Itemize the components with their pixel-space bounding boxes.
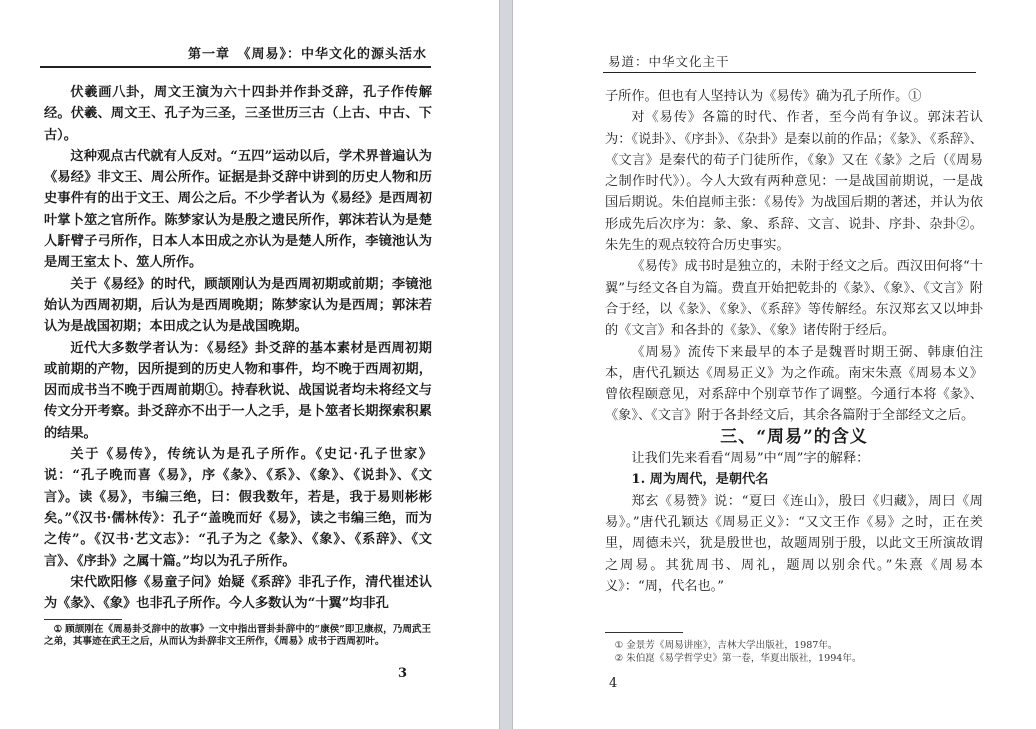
footnote-mark: ② [614,653,624,664]
footnotes [44,624,432,649]
header-rule [603,72,976,73]
section-intro: 让我们先来看看“周易”中“周”字的解释： [631,451,870,467]
paragraph: 关于《易传》，传统认为是孔子所作。《史记·孔子世家》说：“孔子晚而喜《易》，序《彖》、《系》、《象》、《说卦》、《文言》。读《易》，韦编三绝，曰：假我数年，若是，我于易则彬彬矣。”《汉书·儒林传》：孔子“盖晚而好《易》，读之韦编三绝，而为之传”。《汉书·艺文志》：“孔子为之《彖》、《象》、《系辞》、《文言》、《序卦》之属十篇。”均以为孔子所作。 [44,447,432,569]
paragraph: 郑玄《易赞》说：“夏曰《连山》，殷曰《归藏》，周曰《周易》。”唐代孔颖达《周易正义》：“又文王作《易》之时，正在羑里，周德未兴，犹是殷世也，故题周别于殷，以此文王所演故谓之周易。其犹周书、周礼，题周以别余代。”朱熹《周易本义》：“周，代名也。” [605,493,983,594]
page-number: 3 [398,666,408,681]
footnote-text: 朱伯崑《易学哲学史》第一卷，华夏出版社，1994年。 [626,653,862,664]
header-rule [40,66,431,68]
footnote [44,624,432,648]
body-text [605,86,983,597]
paragraph: 伏羲画八卦，周文王演为六十四卦并作卦爻辞，孔子作传解经。伏羲、周文王、孔子为三圣，三圣世历三古（上古、中古、下古）。 [44,85,432,143]
paragraph: 宋代欧阳修《易童子问》始疑《系辞》非孔子作，清代崔述认为《彖》、《象》也非孔子所作。今人多数认为“十翼”均非孔 [44,574,432,612]
paragraph: 关于《易经》的时代，顾颉刚认为是西周初期或前期；李镜池始认为西周初期，后认为是西周晚期；陈梦家认为是西周；郭沫若认为是战国初期；本田成之认为是战国晚期。 [44,276,432,335]
paragraph: 近代大多数学者认为：《易经》卦爻辞的基本素材是西周初期或前期的产物，因所提到的历史人物和事件，均不晚于西周初期，因而成书当不晚于西周前期①。持春秋说、战国说者均未将经文与传文分开考察。卦爻辞亦不出于一人之手，是卜筮者长期探索积累的结果。 [44,340,432,441]
footnote-text: 金景芳《周易讲座》，吉林大学出版社，1987年。 [626,640,838,651]
section-title: 三、“周易”的含义 [720,426,868,447]
footnote-mark: ① [614,640,624,651]
right-page [512,0,1036,729]
footnote-rule [605,632,683,633]
paragraph: 《易传》成书时是独立的，未附于经文之后。西汉田何将“十翼”与经文各自为篇。费直开始把乾卦的《彖》、《象》、《文言》附合于经，以《彖》、《象》、《系辞》等传解经。东汉郑玄又以坤卦的《文言》和各卦的《彖》、《象》诸传附于经后。 [605,259,983,339]
footnote-mark: ① [53,624,63,635]
body-text [44,82,432,614]
footnote [605,653,985,665]
paragraph: 《周易》流传下来最早的本子是魏晋时期王弼、韩康伯注本，唐代孔颖达《周易正义》为之作疏。南宋朱熹《周易本义》曾依程颐意见，对系辞中个别章节作了调整。今通行本将《彖》、《象》、《文言》附于各卦经文后，其余各篇附于全部经文之后。 [605,344,983,424]
footnote [605,640,985,652]
subheading: 1. 周为周代，是朝代名 [631,472,769,488]
running-head: 第一章 《周易》：中华文化的源头活水 [187,47,427,62]
footnotes [605,640,985,666]
paragraph: 子所作。但也有人坚持认为《易传》确为孔子所作。① [605,89,922,104]
footnote-rule [44,619,122,620]
running-head: 易道：中华文化主干 [608,54,730,69]
footnote-text: 顾颉刚在《周易卦爻辞中的故事》一文中指出晋卦卦辞中的“康侯”即卫康叔，乃周武王之弟，其事迹在武王之后，从而认为卦辞非文王所作，《周易》成书于西周初叶。 [44,624,432,647]
page-number: 4 [609,676,618,691]
paragraph: 对《易传》各篇的时代、作者，至今尚有争议。郭沫若认为：《说卦》、《序卦》、《杂卦》是秦以前的作品；《彖》、《系辞》、《文言》是秦代的荀子门徒所作，《象》又在《彖》之后（《周易之制作时代》）。今人大致有两种意见：一是战国前期说，一是战国后期说。朱伯崑师主张：《易传》为战国后期的著述，并认为依形成先后次序为：彖、象、系辞、文言、说卦、序卦、杂卦②。朱先生的观点较符合历史事实。 [605,110,983,254]
left-page [0,0,500,729]
paragraph: 这种观点古代就有人反对。“五四”运动以后，学术界普遍认为《易经》非文王、周公所作。证据是卦爻辞中讲到的历史人物和历史事件有的出于文王、周公之后。不少学者认为《易经》是西周初叶掌卜筮之官所作。陈梦家认为是殷之遗民所作，郭沫若认为是楚人馯臂子弓所作，日本人本田成之亦认为是楚人所作，李镜池认为是周王室太卜、筮人所作。 [44,148,432,271]
